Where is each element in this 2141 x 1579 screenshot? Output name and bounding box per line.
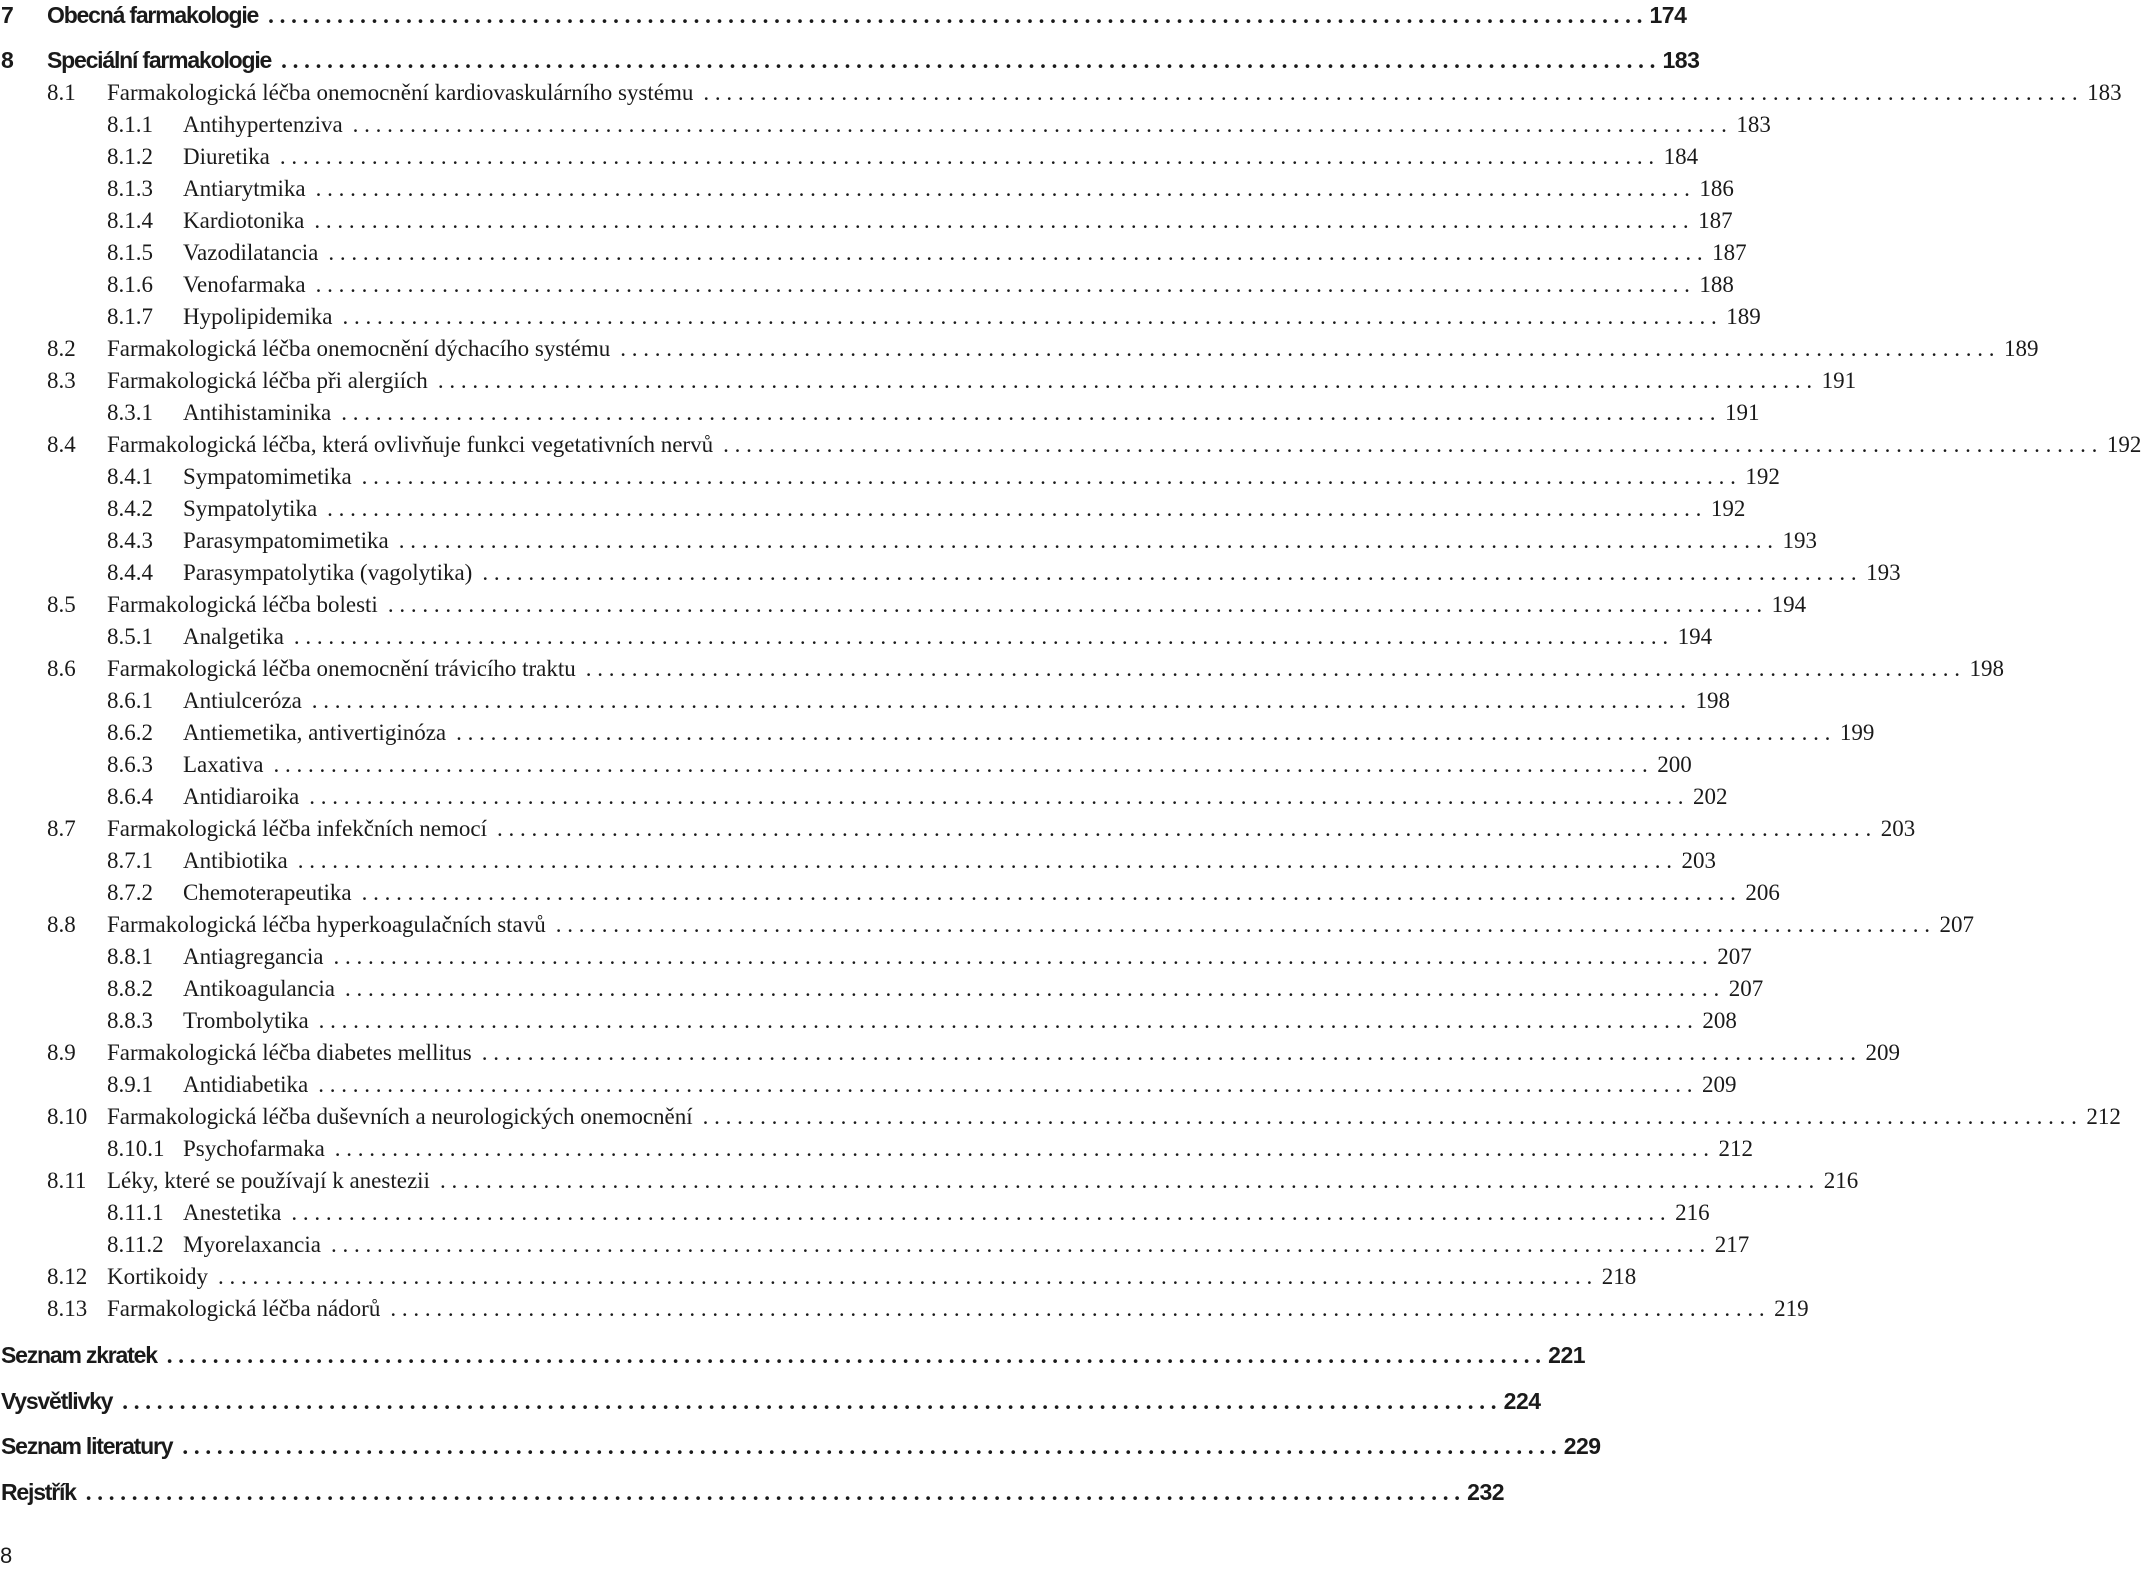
dot-leader: . . . . . . . . . . . . . . . . . . . . . . . . . . . . . . . . . . . . . . . . . . . . . . . . . . . . . . . . . . . . . . . . . . . . . . . . . . . . . . . . . . . . . . . . . . . . . . . . . . . . . . . . . . . . . . . . . . . . . . . . bbox=[291, 1200, 1666, 1225]
toc-entry bbox=[0, 400, 1760, 426]
toc-entry-number: 8.7.2 bbox=[107, 880, 153, 905]
toc-entry-page: 203 bbox=[1681, 848, 1717, 873]
toc-entry-number: 8.8.3 bbox=[107, 1008, 153, 1033]
toc-entry bbox=[0, 1136, 1754, 1162]
dot-leader: . . . . . . . . . . . . . . . . . . . . . . . . . . . . . . . . . . . . . . . . . . . . . . . . . . . . . . . . . . . . . . . . . . . . . . . . . . . . . . . . . . . . . . . . . . . . . . . . . . . . . . . . . . . . . . . . . . . . . . . . bbox=[315, 176, 1690, 201]
toc-entry-page: 191 bbox=[1724, 400, 1760, 425]
toc-entry-page: 219 bbox=[1774, 1296, 1809, 1321]
toc-entry bbox=[0, 1104, 2121, 1130]
toc-entry-page: 224 bbox=[1503, 1387, 1541, 1414]
toc-entry bbox=[0, 560, 1901, 586]
toc-entry-title: Antibiotika bbox=[183, 848, 298, 874]
toc-entry bbox=[0, 240, 1747, 266]
dot-leader: . . . . . . . . . . . . . . . . . . . . . . . . . . . . . . . . . . . . . . . . . . . . . . . . . . . . . . . . . . . . . . . . . . . . . . . . . . . . . . . . . . . . . . . . . . . . . . . . . . . . . . . . . . . . . . . . . . . . . . . . bbox=[345, 976, 1720, 1001]
toc-entry-page: 188 bbox=[1699, 272, 1734, 297]
toc-entry-title: Myorelaxancia bbox=[183, 1232, 331, 1258]
toc-entry-title: Farmakologická léčba diabetes mellitus bbox=[107, 1040, 482, 1066]
dot-leader: . . . . . . . . . . . . . . . . . . . . . . . . . . . . . . . . . . . . . . . . . . . . . . . . . . . . . . . . . . . . . . . . . . . . . . . . . . . . . . . . . . . . . . . . . . . . . . . . . . . . . . . . . . . . . . . . . . . . . . . . bbox=[496, 816, 1872, 841]
toc-entry-number: 8.8 bbox=[47, 912, 76, 937]
dot-leader: . . . . . . . . . . . . . . . . . . . . . . . . . . . . . . . . . . . . . . . . . . . . . . . . . . . . . . . . . . . . . . . . . . . . . . . . . . . . . . . . . . . . . . . . . . . . . . . . . . . . . . . . . . . . . . . . . . . . . . . . bbox=[293, 624, 1669, 649]
toc-entry-page: 174 bbox=[1649, 2, 1687, 28]
toc-entry-number: 8.1.2 bbox=[107, 144, 153, 169]
toc-entry-number: 8.7.1 bbox=[107, 848, 153, 873]
dot-leader: . . . . . . . . . . . . . . . . . . . . . . . . . . . . . . . . . . . . . . . . . . . . . . . . . . . . . . . . . . . . . . . . . . . . . . . . . . . . . . . . . . . . . . . . . . . . . . . . . . . . . . . . . . . . . . . . . . . . . . . . bbox=[361, 880, 1736, 905]
toc-entry-title: Analgetika bbox=[183, 624, 294, 650]
toc-entry-title: Chemoterapeutika bbox=[183, 880, 362, 906]
toc-entry bbox=[0, 176, 1734, 202]
dot-leader: . . . . . . . . . . . . . . . . . . . . . . . . . . . . . . . . . . . . . . . . . . . . . . . . . . . . . . . . . . . . . . . . . . . . . . . . . . . . . . . . . . . . . . . . . . . . . . . . . . . . . . . . . . . . . . . . . . . . . . . . bbox=[311, 688, 1687, 713]
dot-leader: . . . . . . . . . . . . . . . . . . . . . . . . . . . . . . . . . . . . . . . . . . . . . . . . . . . . . . . . . . . . . . . . . . . . . . . . . . . . . . . . . . . . . . . . . . . . . . . . . . . . . . . . . . . . . . . . . . . . . . . . bbox=[330, 1232, 1706, 1257]
toc-entry bbox=[0, 656, 2005, 682]
toc-entry-title: Farmakologická léčba duševních a neurologických onemocnění bbox=[107, 1104, 703, 1130]
toc-entry-title: Hypolipidemika bbox=[183, 304, 342, 330]
toc-entry-number: 8.11.1 bbox=[107, 1200, 164, 1225]
toc-entry bbox=[0, 976, 1764, 1002]
toc-entry-page: 232 bbox=[1467, 1478, 1505, 1505]
toc-entry bbox=[0, 752, 1692, 778]
toc-entry-title: Vysvětlivky bbox=[0, 1388, 122, 1415]
toc-entry-page: 192 bbox=[1710, 496, 1746, 521]
toc-entry-title: Farmakologická léčba hyperkoagulačních stavů bbox=[107, 912, 556, 938]
dot-leader: . . . . . . . . . . . . . . . . . . . . . . . . . . . . . . . . . . . . . . . . . . . . . . . . . . . . . . . . . . . . . . . . . . . . . . . . . . . . . . . . . . . . . . . . . . . . . . . . . . . . . . . . . . . . . . . . . . . . . . . . bbox=[555, 912, 1931, 937]
toc-entry-page: 206 bbox=[1745, 880, 1780, 905]
toc-entry bbox=[0, 80, 2122, 106]
toc-entry bbox=[0, 112, 1771, 138]
toc-entry-title: Antihypertenziva bbox=[183, 112, 353, 138]
toc-entry bbox=[0, 272, 1734, 298]
toc-entry bbox=[0, 336, 2039, 362]
dot-leader: . . . . . . . . . . . . . . . . . . . . . . . . . . . . . . . . . . . . . . . . . . . . . . . . . . . . . . . . . . . . . . . . . . . . . . . . . . . . . . . . . . . . . . . . . . . . . . . . . . . . . . . . . . . . . . . . . . . . . . . . bbox=[439, 1168, 1815, 1193]
toc-entry-page: 194 bbox=[1677, 624, 1713, 649]
toc-entry-title: Psychofarmaka bbox=[183, 1136, 335, 1162]
toc-entry-number: 8.12 bbox=[47, 1264, 88, 1289]
toc-entry-page: 216 bbox=[1823, 1168, 1859, 1193]
toc-entry-number: 8.6.2 bbox=[107, 720, 153, 745]
dot-leader: . . . . . . . . . . . . . . . . . . . . . . . . . . . . . . . . . . . . . . . . . . . . . . . . . . . . . . . . . . . . . . . . . . . . . . . . . . . . . . . . . . . . . . . . . . . . . . . . . . . . . . . . . . . . . . . . . . . . . . . . bbox=[342, 304, 1717, 329]
toc-entry bbox=[0, 624, 1713, 650]
toc-entry bbox=[0, 784, 1728, 810]
toc-entry-number: 8.3 bbox=[47, 368, 76, 393]
toc-entry bbox=[0, 1264, 1637, 1290]
toc-entry-title: Farmakologická léčba onemocnění dýchacího systému bbox=[107, 336, 620, 362]
toc-entry-title: Antiulceróza bbox=[183, 688, 312, 714]
dot-leader: . . . . . . . . . . . . . . . . . . . . . . . . . . . . . . . . . . . . . . . . . . . . . . . . . . . . . . . . . . . . . . . . . . . . . . . . . . . . . . . . . . . . . . . . . . . . . . . . . . . . . . . . . . . . . . . . . . . . . . . . bbox=[328, 240, 1703, 265]
toc-entry-number: 8.4.4 bbox=[107, 560, 153, 585]
toc-entry-title: Sympatolytika bbox=[183, 496, 327, 522]
toc-entry-title: Parasympatolytika (vagolytika) bbox=[183, 560, 482, 586]
toc-entry bbox=[0, 1478, 1505, 1506]
toc-entry bbox=[0, 144, 1699, 170]
dot-leader: . . . . . . . . . . . . . . . . . . . . . . . . . . . . . . . . . . . . . . . . . . . . . . . . . . . . . . . . . . . . . . . . . . . . . . . . . . . . . . . . . . . . . . . . . . . . . . . . . . . . . . . . . . . . . . . . . . . . . . . . bbox=[318, 1008, 1693, 1033]
toc-entry-number: 8.1.6 bbox=[107, 272, 153, 297]
toc-entry bbox=[0, 1296, 1809, 1322]
toc-entry bbox=[0, 816, 1916, 842]
toc-entry-title: Léky, které se používají k anestezii bbox=[107, 1168, 440, 1194]
toc-entry-number: 8.9 bbox=[47, 1040, 76, 1065]
toc-entry-page: 183 bbox=[2087, 80, 2122, 105]
toc-entry bbox=[0, 208, 1733, 234]
toc-entry-number: 8.6.1 bbox=[107, 688, 153, 713]
toc-entry-title: Speciální farmakologie bbox=[47, 47, 281, 74]
toc-entry-number: 8.1.5 bbox=[107, 240, 153, 265]
toc-entry-title: Laxativa bbox=[183, 752, 273, 778]
toc-entry bbox=[0, 880, 1780, 906]
toc-entry bbox=[0, 1040, 1900, 1066]
toc-entry-page: 209 bbox=[1701, 1072, 1737, 1097]
toc-entry-number: 8.1.1 bbox=[107, 112, 153, 137]
dot-leader: . . . . . . . . . . . . . . . . . . . . . . . . . . . . . . . . . . . . . . . . . . . . . . . . . . . . . . . . . . . . . . . . . . . . . . . . . . . . . . . . . . . . . . . . . . . . . . . . . . . . . . . . . . . . . . . . . . . . . . . . bbox=[217, 1264, 1593, 1289]
dot-leader: . . . . . . . . . . . . . . . . . . . . . . . . . . . . . . . . . . . . . . . . . . . . . . . . . . . . . . . . . . . . . . . . . . . . . . . . . . . . . . . . . . . . . . . . . . . . . . . . . . . . . . . . . . . . . . . . . . . . . . . . bbox=[166, 1343, 1542, 1368]
dot-leader: . . . . . . . . . . . . . . . . . . . . . . . . . . . . . . . . . . . . . . . . . . . . . . . . . . . . . . . . . . . . . . . . . . . . . . . . . . . . . . . . . . . . . . . . . . . . . . . . . . . . . . . . . . . . . . . . . . . . . . . . bbox=[268, 3, 1643, 28]
dot-leader: . . . . . . . . . . . . . . . . . . . . . . . . . . . . . . . . . . . . . . . . . . . . . . . . . . . . . . . . . . . . . . . . . . . . . . . . . . . . . . . . . . . . . . . . . . . . . . . . . . . . . . . . . . . . . . . . . . . . . . . . bbox=[341, 400, 1716, 425]
toc-entry-page: 187 bbox=[1712, 240, 1747, 265]
toc-entry-title: Trombolytika bbox=[183, 1008, 319, 1034]
toc-entry bbox=[0, 304, 1761, 330]
toc-entry-title: Sympatomimetika bbox=[183, 464, 362, 490]
dot-leader: . . . . . . . . . . . . . . . . . . . . . . . . . . . . . . . . . . . . . . . . . . . . . . . . . . . . . . . . . . . . . . . . . . . . . . . . . . . . . . . . . . . . . . . . . . . . . . . . . . . . . . . . . . . . . . . . . . . . . . . . bbox=[456, 720, 1831, 745]
toc-entry-page: 194 bbox=[1771, 592, 1807, 617]
toc-entry-number: 8.6.4 bbox=[107, 784, 153, 809]
toc-entry-page: 217 bbox=[1714, 1232, 1750, 1257]
dot-leader: . . . . . . . . . . . . . . . . . . . . . . . . . . . . . . . . . . . . . . . . . . . . . . . . . . . . . . . . . . . . . . . . . . . . . . . . . . . . . . . . . . . . . . . . . . . . . . . . . . . . . . . . . . . . . . . . . . . . . . . . bbox=[361, 464, 1736, 489]
toc-entry bbox=[0, 496, 1746, 522]
dot-leader: . . . . . . . . . . . . . . . . . . . . . . . . . . . . . . . . . . . . . . . . . . . . . . . . . . . . . . . . . . . . . . . . . . . . . . . . . . . . . . . . . . . . . . . . . . . . . . . . . . . . . . . . . . . . . . . . . . . . . . . . bbox=[327, 496, 1702, 521]
toc-entry-title: Antidiabetika bbox=[183, 1072, 318, 1098]
toc-entry-title: Antiemetika, antivertiginóza bbox=[183, 720, 456, 746]
toc-entry-title: Antiagregancia bbox=[183, 944, 333, 970]
dot-leader: . . . . . . . . . . . . . . . . . . . . . . . . . . . . . . . . . . . . . . . . . . . . . . . . . . . . . . . . . . . . . . . . . . . . . . . . . . . . . . . . . . . . . . . . . . . . . . . . . . . . . . . . . . . . . . . . . . . . . . . . bbox=[437, 368, 1813, 393]
dot-leader: . . . . . . . . . . . . . . . . . . . . . . . . . . . . . . . . . . . . . . . . . . . . . . . . . . . . . . . . . . . . . . . . . . . . . . . . . . . . . . . . . . . . . . . . . . . . . . . . . . . . . . . . . . . . . . . . . . . . . . . . bbox=[703, 80, 2078, 105]
toc-entry bbox=[0, 528, 1817, 554]
dot-leader: . . . . . . . . . . . . . . . . . . . . . . . . . . . . . . . . . . . . . . . . . . . . . . . . . . . . . . . . . . . . . . . . . . . . . . . . . . . . . . . . . . . . . . . . . . . . . . . . . . . . . . . . . . . . . . . . . . . . . . . . bbox=[723, 432, 2098, 457]
toc-entry-page: 183 bbox=[1662, 47, 1700, 73]
toc-entry bbox=[0, 2, 1687, 29]
toc-entry bbox=[0, 688, 1731, 714]
toc-entry bbox=[0, 848, 1717, 874]
toc-entry bbox=[0, 1008, 1737, 1034]
toc-entry-page: 198 bbox=[1695, 688, 1731, 713]
toc-entry-page: 187 bbox=[1698, 208, 1733, 233]
toc-entry-title: Obecná farmakologie bbox=[47, 2, 268, 29]
toc-entry-title: Seznam literatury bbox=[0, 1433, 182, 1460]
toc-entry-page: 212 bbox=[2086, 1104, 2121, 1129]
page-number: 8 bbox=[0, 1543, 13, 1568]
dot-leader: . . . . . . . . . . . . . . . . . . . . . . . . . . . . . . . . . . . . . . . . . . . . . . . . . . . . . . . . . . . . . . . . . . . . . . . . . . . . . . . . . . . . . . . . . . . . . . . . . . . . . . . . . . . . . . . . . . . . . . . . bbox=[398, 528, 1773, 553]
toc-entry-number: 8.1.3 bbox=[107, 176, 153, 201]
toc-entry-page: 193 bbox=[1866, 560, 1901, 585]
toc-entry-number: 8.4.2 bbox=[107, 496, 153, 521]
dot-leader: . . . . . . . . . . . . . . . . . . . . . . . . . . . . . . . . . . . . . . . . . . . . . . . . . . . . . . . . . . . . . . . . . . . . . . . . . . . . . . . . . . . . . . . . . . . . . . . . . . . . . . . . . . . . . . . . . . . . . . . . bbox=[390, 1296, 1765, 1321]
toc-entry-page: 186 bbox=[1699, 176, 1734, 201]
toc-entry bbox=[0, 1342, 1586, 1369]
dot-leader: . . . . . . . . . . . . . . . . . . . . . . . . . . . . . . . . . . . . . . . . . . . . . . . . . . . . . . . . . . . . . . . . . . . . . . . . . . . . . . . . . . . . . . . . . . . . . . . . . . . . . . . . . . . . . . . . . . . . . . . . bbox=[387, 592, 1763, 617]
toc-entry-title: Farmakologická léčba infekčních nemocí bbox=[107, 816, 497, 842]
toc-entry-page: 199 bbox=[1839, 720, 1875, 745]
toc-entry-title: Kardiotonika bbox=[183, 208, 314, 234]
toc-entry-number: 8.5 bbox=[47, 592, 76, 617]
toc-entry-title: Antikoagulancia bbox=[183, 976, 345, 1002]
toc-entry bbox=[0, 1200, 1710, 1226]
toc-entry-page: 202 bbox=[1693, 784, 1728, 809]
toc-entry-page: 183 bbox=[1736, 112, 1771, 137]
toc-entry bbox=[0, 368, 1857, 394]
toc-entry-number: 8.4.1 bbox=[107, 464, 153, 489]
toc-entry bbox=[0, 592, 1807, 618]
dot-leader: . . . . . . . . . . . . . . . . . . . . . . . . . . . . . . . . . . . . . . . . . . . . . . . . . . . . . . . . . . . . . . . . . . . . . . . . . . . . . . . . . . . . . . . . . . . . . . . . . . . . . . . . . . . . . . . . . . . . . . . . bbox=[309, 784, 1684, 809]
toc-entry-page: 216 bbox=[1675, 1200, 1710, 1225]
toc-entry-number: 8.6 bbox=[47, 656, 76, 681]
dot-leader: . . . . . . . . . . . . . . . . . . . . . . . . . . . . . . . . . . . . . . . . . . . . . . . . . . . . . . . . . . . . . . . . . . . . . . . . . . . . . . . . . . . . . . . . . . . . . . . . . . . . . . . . . . . . . . . . . . . . . . . . bbox=[334, 1136, 1710, 1161]
toc-entry-number: 8 bbox=[1, 47, 13, 73]
toc-entry-page: 208 bbox=[1702, 1008, 1737, 1033]
dot-leader: . . . . . . . . . . . . . . . . . . . . . . . . . . . . . . . . . . . . . . . . . . . . . . . . . . . . . . . . . . . . . . . . . . . . . . . . . . . . . . . . . . . . . . . . . . . . . . . . . . . . . . . . . . . . . . . . . . . . . . . . bbox=[122, 1388, 1497, 1414]
toc-entry-page: 209 bbox=[1865, 1040, 1900, 1065]
toc-entry-number: 8.5.1 bbox=[107, 624, 153, 649]
toc-entry-page: 193 bbox=[1782, 528, 1817, 553]
toc-entry-title: Rejstřík bbox=[0, 1479, 86, 1506]
toc-entry-title: Farmakologická léčba bolesti bbox=[107, 592, 388, 618]
toc-entry-page: 198 bbox=[1969, 656, 2005, 681]
toc-entry-page: 218 bbox=[1601, 1264, 1637, 1289]
toc-entry-number: 8.13 bbox=[47, 1296, 88, 1321]
toc-entry-number: 8.8.2 bbox=[107, 976, 153, 1001]
toc-entry bbox=[0, 432, 2141, 458]
dot-leader: . . . . . . . . . . . . . . . . . . . . . . . . . . . . . . . . . . . . . . . . . . . . . . . . . . . . . . . . . . . . . . . . . . . . . . . . . . . . . . . . . . . . . . . . . . . . . . . . . . . . . . . . . . . . . . . . . . . . . . . . bbox=[182, 1434, 1557, 1459]
dot-leader: . . . . . . . . . . . . . . . . . . . . . . . . . . . . . . . . . . . . . . . . . . . . . . . . . . . . . . . . . . . . . . . . . . . . . . . . . . . . . . . . . . . . . . . . . . . . . . . . . . . . . . . . . . . . . . . . . . . . . . . . bbox=[279, 144, 1655, 169]
dot-leader: . . . . . . . . . . . . . . . . . . . . . . . . . . . . . . . . . . . . . . . . . . . . . . . . . . . . . . . . . . . . . . . . . . . . . . . . . . . . . . . . . . . . . . . . . . . . . . . . . . . . . . . . . . . . . . . . . . . . . . . . bbox=[315, 272, 1690, 297]
toc-entry-number: 8.1.7 bbox=[107, 304, 153, 329]
dot-leader: . . . . . . . . . . . . . . . . . . . . . . . . . . . . . . . . . . . . . . . . . . . . . . . . . . . . . . . . . . . . . . . . . . . . . . . . . . . . . . . . . . . . . . . . . . . . . . . . . . . . . . . . . . . . . . . . . . . . . . . . bbox=[297, 848, 1673, 873]
toc-entry-number: 8.4 bbox=[47, 432, 76, 457]
toc-entry-title: Anestetika bbox=[183, 1200, 291, 1226]
toc-entry-number: 8.1.4 bbox=[107, 208, 153, 233]
toc-entry-title: Parasympatomimetika bbox=[183, 528, 399, 554]
toc-entry bbox=[0, 1072, 1737, 1098]
toc-entry-number: 8.4.3 bbox=[107, 528, 153, 553]
dot-leader: . . . . . . . . . . . . . . . . . . . . . . . . . . . . . . . . . . . . . . . . . . . . . . . . . . . . . . . . . . . . . . . . . . . . . . . . . . . . . . . . . . . . . . . . . . . . . . . . . . . . . . . . . . . . . . . . . . . . . . . . bbox=[85, 1479, 1461, 1505]
toc-entry-page: 207 bbox=[1728, 976, 1764, 1001]
toc-entry bbox=[0, 720, 1875, 746]
toc-entry-title: Antiarytmika bbox=[183, 176, 316, 202]
toc-entry bbox=[0, 1168, 1859, 1194]
toc-entry bbox=[0, 912, 1975, 938]
dot-leader: . . . . . . . . . . . . . . . . . . . . . . . . . . . . . . . . . . . . . . . . . . . . . . . . . . . . . . . . . . . . . . . . . . . . . . . . . . . . . . . . . . . . . . . . . . . . . . . . . . . . . . . . . . . . . . . . . . . . . . . . bbox=[314, 208, 1689, 233]
dot-leader: . . . . . . . . . . . . . . . . . . . . . . . . . . . . . . . . . . . . . . . . . . . . . . . . . . . . . . . . . . . . . . . . . . . . . . . . . . . . . . . . . . . . . . . . . . . . . . . . . . . . . . . . . . . . . . . . . . . . . . . . bbox=[481, 1040, 1856, 1065]
toc-entry-page: 192 bbox=[1745, 464, 1780, 489]
toc-entry-page: 221 bbox=[1548, 1342, 1586, 1368]
toc-entry-number: 8.10 bbox=[47, 1104, 88, 1129]
dot-leader: . . . . . . . . . . . . . . . . . . . . . . . . . . . . . . . . . . . . . . . . . . . . . . . . . . . . . . . . . . . . . . . . . . . . . . . . . . . . . . . . . . . . . . . . . . . . . . . . . . . . . . . . . . . . . . . . . . . . . . . . bbox=[620, 336, 1995, 361]
dot-leader: . . . . . . . . . . . . . . . . . . . . . . . . . . . . . . . . . . . . . . . . . . . . . . . . . . . . . . . . . . . . . . . . . . . . . . . . . . . . . . . . . . . . . . . . . . . . . . . . . . . . . . . . . . . . . . . . . . . . . . . . bbox=[585, 656, 1961, 681]
toc-entry-page: 192 bbox=[2106, 432, 2141, 457]
toc-entry-title: Antidiaroika bbox=[183, 784, 309, 810]
toc-entry-number: 7 bbox=[1, 2, 13, 28]
toc-entry-title: Farmakologická léčba při alergiích bbox=[107, 368, 438, 394]
dot-leader: . . . . . . . . . . . . . . . . . . . . . . . . . . . . . . . . . . . . . . . . . . . . . . . . . . . . . . . . . . . . . . . . . . . . . . . . . . . . . . . . . . . . . . . . . . . . . . . . . . . . . . . . . . . . . . . . . . . . . . . . bbox=[281, 48, 1656, 73]
toc-entry-number: 8.9.1 bbox=[107, 1072, 153, 1097]
dot-leader: . . . . . . . . . . . . . . . . . . . . . . . . . . . . . . . . . . . . . . . . . . . . . . . . . . . . . . . . . . . . . . . . . . . . . . . . . . . . . . . . . . . . . . . . . . . . . . . . . . . . . . . . . . . . . . . . . . . . . . . . bbox=[318, 1072, 1693, 1097]
toc-entry-page: 207 bbox=[1717, 944, 1752, 969]
toc-entry-number: 8.7 bbox=[47, 816, 76, 841]
toc-entry-title: Venofarmaka bbox=[183, 272, 316, 298]
toc-entry bbox=[0, 464, 1780, 490]
toc-entry-page: 189 bbox=[1726, 304, 1761, 329]
toc-entry bbox=[0, 944, 1752, 970]
toc-entry-number: 8.3.1 bbox=[107, 400, 153, 425]
toc-entry-number: 8.6.3 bbox=[107, 752, 153, 777]
toc-entry-number: 8.1 bbox=[47, 80, 76, 105]
toc-entry bbox=[0, 1433, 1601, 1460]
toc-entry-number: 8.2 bbox=[47, 336, 76, 361]
toc-entry-page: 191 bbox=[1821, 368, 1857, 393]
dot-leader: . . . . . . . . . . . . . . . . . . . . . . . . . . . . . . . . . . . . . . . . . . . . . . . . . . . . . . . . . . . . . . . . . . . . . . . . . . . . . . . . . . . . . . . . . . . . . . . . . . . . . . . . . . . . . . . . . . . . . . . . bbox=[333, 944, 1708, 969]
toc-entry bbox=[0, 47, 1700, 74]
toc-entry-page: 207 bbox=[1939, 912, 1975, 937]
dot-leader: . . . . . . . . . . . . . . . . . . . . . . . . . . . . . . . . . . . . . . . . . . . . . . . . . . . . . . . . . . . . . . . . . . . . . . . . . . . . . . . . . . . . . . . . . . . . . . . . . . . . . . . . . . . . . . . . . . . . . . . . bbox=[482, 560, 1857, 585]
toc-entry-page: 184 bbox=[1663, 144, 1699, 169]
toc-entry bbox=[0, 1387, 1541, 1415]
toc-entry-title: Antihistaminika bbox=[183, 400, 341, 426]
dot-leader: . . . . . . . . . . . . . . . . . . . . . . . . . . . . . . . . . . . . . . . . . . . . . . . . . . . . . . . . . . . . . . . . . . . . . . . . . . . . . . . . . . . . . . . . . . . . . . . . . . . . . . . . . . . . . . . . . . . . . . . . bbox=[352, 112, 1727, 137]
toc-entry-title: Farmakologická léčba onemocnění trávicího traktu bbox=[107, 656, 586, 682]
toc-entry-number: 8.8.1 bbox=[107, 944, 153, 969]
toc-entry-page: 189 bbox=[2004, 336, 2039, 361]
toc-entry-title: Farmakologická léčba onemocnění kardiovaskulárního systému bbox=[107, 80, 703, 106]
toc-entry-page: 200 bbox=[1657, 752, 1692, 777]
toc-entry-title: Farmakologická léčba, která ovlivňuje funkci vegetativních nervů bbox=[107, 432, 723, 458]
toc-entry-number: 8.10.1 bbox=[107, 1136, 165, 1161]
toc-entry-title: Vazodilatancia bbox=[183, 240, 328, 266]
toc-entry-title: Farmakologická léčba nádorů bbox=[107, 1296, 390, 1322]
toc-entry-page: 212 bbox=[1718, 1136, 1754, 1161]
toc-entry-page: 229 bbox=[1563, 1433, 1601, 1459]
toc-entry-title: Seznam zkratek bbox=[0, 1342, 167, 1369]
toc-entry-page: 203 bbox=[1880, 816, 1916, 841]
toc-entry-title: Diuretika bbox=[183, 144, 280, 170]
toc-entry bbox=[0, 1232, 1750, 1258]
dot-leader: . . . . . . . . . . . . . . . . . . . . . . . . . . . . . . . . . . . . . . . . . . . . . . . . . . . . . . . . . . . . . . . . . . . . . . . . . . . . . . . . . . . . . . . . . . . . . . . . . . . . . . . . . . . . . . . . . . . . . . . . bbox=[702, 1104, 2077, 1129]
dot-leader: . . . . . . . . . . . . . . . . . . . . . . . . . . . . . . . . . . . . . . . . . . . . . . . . . . . . . . . . . . . . . . . . . . . . . . . . . . . . . . . . . . . . . . . . . . . . . . . . . . . . . . . . . . . . . . . . . . . . . . . . bbox=[273, 752, 1648, 777]
toc-entry-number: 8.11.2 bbox=[107, 1232, 164, 1257]
toc-entry-number: 8.11 bbox=[47, 1168, 87, 1193]
toc-entry-title: Kortikoidy bbox=[107, 1264, 218, 1290]
